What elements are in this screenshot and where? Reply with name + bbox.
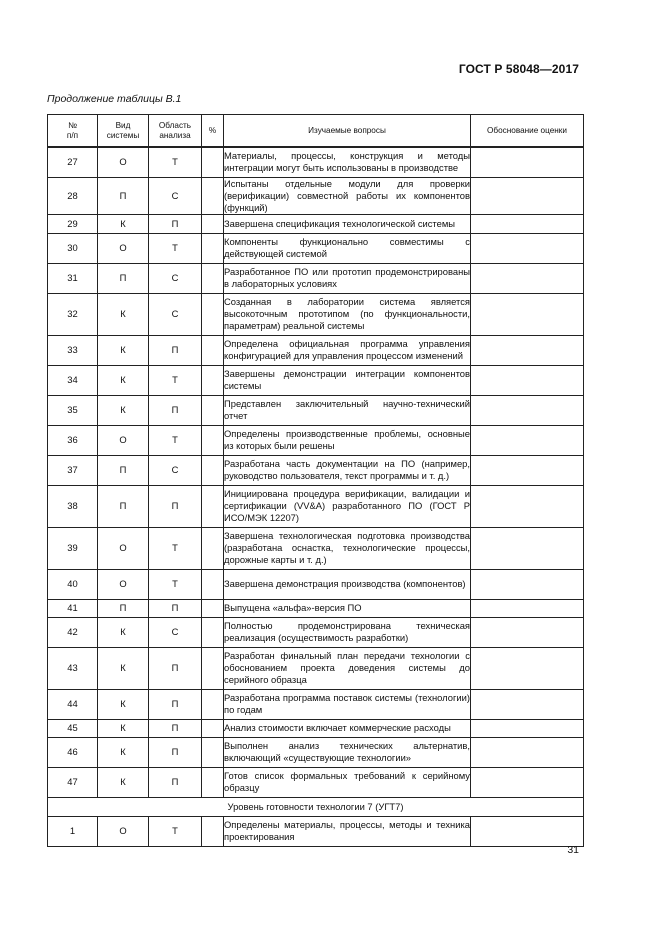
table-row — [48, 767, 584, 797]
table-row — [48, 335, 584, 365]
table-row — [48, 485, 584, 527]
col-header-analysis-area — [149, 115, 202, 148]
row-question — [224, 767, 471, 797]
row-number: 47 — [48, 767, 98, 797]
row-justification — [471, 689, 584, 719]
row-analysis-area: С — [149, 293, 202, 335]
row-percent — [202, 737, 224, 767]
row-system-type: П — [98, 485, 149, 527]
row-question — [224, 214, 471, 233]
row-justification — [471, 214, 584, 233]
row-percent — [202, 425, 224, 455]
row-system-type: О — [98, 147, 149, 177]
row-justification — [471, 767, 584, 797]
standard-id: ГОСТ Р 58048—2017 — [458, 62, 579, 76]
table-header-row — [48, 115, 584, 148]
row-percent — [202, 395, 224, 425]
row-system-type: П — [98, 177, 149, 214]
row-analysis-area: Т — [149, 147, 202, 177]
col-header-number-line2: п/п — [66, 130, 79, 140]
row-analysis-area: Т — [149, 425, 202, 455]
table-row — [48, 719, 584, 737]
assessment-table — [47, 114, 584, 847]
row-question-text: Завершена демонстрация производства (компонентов) — [224, 578, 466, 589]
row-percent — [202, 719, 224, 737]
row-question — [224, 147, 471, 177]
table-row — [48, 599, 584, 617]
row-justification — [471, 737, 584, 767]
row-system-type: К — [98, 719, 149, 737]
row-system-type: К — [98, 689, 149, 719]
row-percent — [202, 293, 224, 335]
table-row — [48, 214, 584, 233]
row-question — [224, 737, 471, 767]
row-question-text: Разработан финальный план передачи технологии с обоснованием проекта доведения системы до серийного образца — [224, 650, 470, 685]
table-row — [48, 569, 584, 599]
row-percent — [202, 617, 224, 647]
row-question — [224, 455, 471, 485]
row-system-type: К — [98, 365, 149, 395]
row-number: 35 — [48, 395, 98, 425]
row-justification — [471, 177, 584, 214]
row-number: 46 — [48, 737, 98, 767]
row-justification — [471, 365, 584, 395]
row-system-type: О — [98, 527, 149, 569]
row-number: 30 — [48, 233, 98, 263]
row-question-text: Определена официальная программа управления конфигурацией для управления процессом изменений — [224, 338, 470, 361]
row-question-text: Созданная в лаборатории система является высокоточным прототипом (по функциональности, параметрам) реальной системы — [224, 296, 470, 331]
row-system-type: П — [98, 263, 149, 293]
row-analysis-area: Т — [149, 816, 202, 846]
row-system-type: К — [98, 767, 149, 797]
col-header-system-type-line2: системы — [106, 130, 140, 140]
row-percent — [202, 365, 224, 395]
row-number: 44 — [48, 689, 98, 719]
row-question-text: Завершена технологическая подготовка производства (разработана оснастка, технологические процессы, дорожные карты и т. д.) — [224, 530, 470, 565]
row-question-text: Определены материалы, процессы, методы и техника проектирования — [224, 819, 470, 842]
row-percent — [202, 147, 224, 177]
row-percent — [202, 485, 224, 527]
col-header-system-type-line1: Вид — [115, 120, 131, 130]
row-system-type: К — [98, 395, 149, 425]
row-justification — [471, 425, 584, 455]
row-system-type: К — [98, 617, 149, 647]
row-question-text: Разработана программа поставок системы (технологии) по годам — [224, 692, 470, 715]
row-analysis-area: П — [149, 599, 202, 617]
row-number: 27 — [48, 147, 98, 177]
row-question — [224, 365, 471, 395]
row-percent — [202, 455, 224, 485]
row-percent — [202, 689, 224, 719]
row-percent — [202, 647, 224, 689]
row-number: 37 — [48, 455, 98, 485]
row-question — [224, 293, 471, 335]
row-question — [224, 816, 471, 846]
row-question — [224, 177, 471, 214]
row-number: 43 — [48, 647, 98, 689]
table-row — [48, 365, 584, 395]
row-system-type: К — [98, 293, 149, 335]
row-justification — [471, 233, 584, 263]
row-justification — [471, 527, 584, 569]
row-analysis-area: П — [149, 689, 202, 719]
row-analysis-area: С — [149, 263, 202, 293]
table-row — [48, 647, 584, 689]
row-number: 42 — [48, 617, 98, 647]
row-question-text: Инициирована процедура верификации, валидации и сертификации (VV&A) разработанного ПО (ГОСТ Р ИСО/МЭК 12207) — [224, 488, 470, 523]
col-header-justification: Обоснование оценки — [471, 115, 584, 148]
table-row — [48, 293, 584, 335]
row-analysis-area: Т — [149, 527, 202, 569]
row-question — [224, 647, 471, 689]
row-question — [224, 689, 471, 719]
row-analysis-area: Т — [149, 365, 202, 395]
row-percent — [202, 214, 224, 233]
col-header-number — [48, 115, 98, 148]
table-row — [48, 689, 584, 719]
row-percent — [202, 816, 224, 846]
row-percent — [202, 767, 224, 797]
row-question — [224, 599, 471, 617]
row-analysis-area: С — [149, 455, 202, 485]
row-justification — [471, 485, 584, 527]
table-row — [48, 455, 584, 485]
row-question — [224, 617, 471, 647]
table-row — [48, 263, 584, 293]
row-percent — [202, 233, 224, 263]
row-percent — [202, 599, 224, 617]
row-question-text: Завершена спецификация технологической системы — [224, 217, 456, 229]
row-system-type: О — [98, 569, 149, 599]
col-header-percent: % — [202, 115, 224, 148]
row-percent — [202, 527, 224, 569]
row-justification — [471, 569, 584, 599]
row-system-type: К — [98, 647, 149, 689]
row-analysis-area: П — [149, 485, 202, 527]
col-header-number-line1: № — [68, 120, 77, 130]
row-question-text: Представлен заключительный научно-технический отчет — [224, 398, 470, 421]
col-header-system-type — [98, 115, 149, 148]
row-justification — [471, 647, 584, 689]
row-analysis-area: П — [149, 719, 202, 737]
row-number: 29 — [48, 214, 98, 233]
row-system-type: К — [98, 335, 149, 365]
row-system-type: К — [98, 737, 149, 767]
row-number: 38 — [48, 485, 98, 527]
row-question — [224, 233, 471, 263]
row-question — [224, 425, 471, 455]
table-row — [48, 737, 584, 767]
table-row — [48, 395, 584, 425]
row-analysis-area: П — [149, 647, 202, 689]
row-question-text: Завершены демонстрации интеграции компонентов системы — [224, 368, 470, 391]
table-row — [48, 816, 584, 846]
row-question-text: Материалы, процессы, конструкция и методы интеграции могут быть использованы в производстве — [224, 150, 470, 174]
row-question — [224, 335, 471, 365]
row-question-text: Компоненты функционально совместимы с действующей системой — [224, 236, 470, 259]
row-number: 36 — [48, 425, 98, 455]
row-number: 45 — [48, 719, 98, 737]
row-question — [224, 719, 471, 737]
row-number: 41 — [48, 599, 98, 617]
row-system-type: О — [98, 425, 149, 455]
row-analysis-area: С — [149, 177, 202, 214]
row-justification — [471, 617, 584, 647]
table-row — [48, 147, 584, 177]
row-system-type: О — [98, 816, 149, 846]
table-row — [48, 425, 584, 455]
row-system-type: П — [98, 455, 149, 485]
row-question-text: Испытаны отдельные модули для проверки (верификации) совместной работы их компонентов (функций) — [224, 177, 470, 213]
table-row — [48, 617, 584, 647]
row-analysis-area: П — [149, 395, 202, 425]
col-header-questions: Изучаемые вопросы — [224, 115, 471, 148]
row-justification — [471, 263, 584, 293]
row-number: 32 — [48, 293, 98, 335]
col-header-analysis-area-line1: Область — [158, 120, 192, 130]
row-justification — [471, 719, 584, 737]
row-justification — [471, 293, 584, 335]
row-question-text: Полностью продемонстрирована техническая реализация (осуществимость разработки) — [224, 620, 470, 643]
row-justification — [471, 455, 584, 485]
row-question — [224, 395, 471, 425]
row-question-text: Выполнен анализ технических альтернатив, включающий «существующие технологии» — [224, 740, 470, 763]
row-justification — [471, 816, 584, 846]
row-number: 1 — [48, 816, 98, 846]
row-number: 40 — [48, 569, 98, 599]
row-justification — [471, 395, 584, 425]
row-analysis-area: Т — [149, 569, 202, 599]
section-heading: Уровень готовности технологии 7 (УГТ7) — [48, 797, 584, 816]
row-analysis-area: П — [149, 335, 202, 365]
row-number: 39 — [48, 527, 98, 569]
row-number: 33 — [48, 335, 98, 365]
table-caption: Продолжение таблицы В.1 — [47, 93, 182, 105]
row-number: 31 — [48, 263, 98, 293]
row-analysis-area: С — [149, 617, 202, 647]
row-system-type: К — [98, 214, 149, 233]
col-header-analysis-area-line2: анализа — [159, 130, 191, 140]
row-percent — [202, 569, 224, 599]
row-percent — [202, 177, 224, 214]
row-question-text: Готов список формальных требований к серийному образцу — [224, 770, 470, 793]
row-analysis-area: П — [149, 767, 202, 797]
row-system-type: П — [98, 599, 149, 617]
row-question-text: Выпущена «альфа»-версия ПО — [224, 602, 362, 613]
row-percent — [202, 263, 224, 293]
row-percent — [202, 335, 224, 365]
row-analysis-area: П — [149, 214, 202, 233]
row-analysis-area: Т — [149, 233, 202, 263]
row-question-text: Определены производственные проблемы, основные из которых были решены — [224, 428, 470, 451]
row-system-type: О — [98, 233, 149, 263]
row-question-text: Разработанное ПО или прототип продемонстрированы в лабораторных условиях — [224, 266, 470, 289]
table-body — [48, 147, 584, 846]
row-justification — [471, 335, 584, 365]
row-question — [224, 527, 471, 569]
row-question — [224, 569, 471, 599]
section-heading-row — [48, 797, 584, 816]
row-question-text: Разработана часть документации на ПО (например, руководство пользователя, текст программы и т. д.) — [224, 458, 470, 481]
row-number: 28 — [48, 177, 98, 214]
row-question — [224, 485, 471, 527]
row-number: 34 — [48, 365, 98, 395]
row-justification — [471, 599, 584, 617]
row-justification — [471, 147, 584, 177]
row-analysis-area: П — [149, 737, 202, 767]
table-row — [48, 177, 584, 214]
row-question — [224, 263, 471, 293]
row-question-text: Анализ стоимости включает коммерческие расходы — [224, 722, 451, 733]
table-row — [48, 527, 584, 569]
table-row — [48, 233, 584, 263]
page-number: 31 — [567, 844, 579, 856]
